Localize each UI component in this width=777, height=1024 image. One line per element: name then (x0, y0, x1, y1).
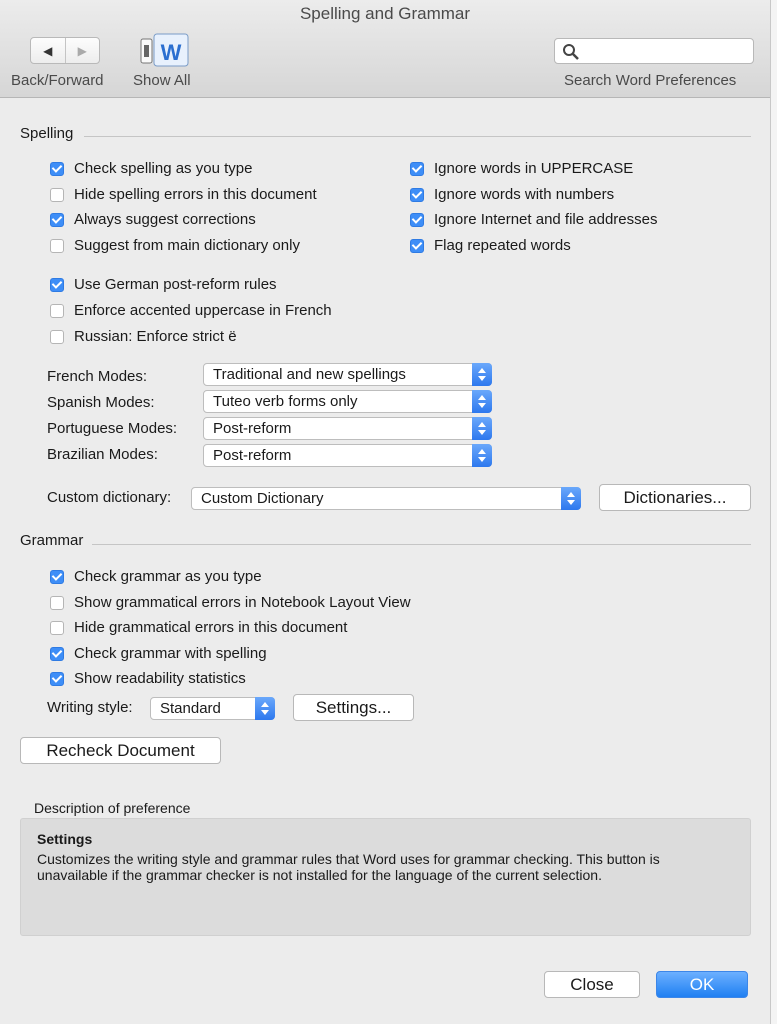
checkbox-always-suggest[interactable] (50, 211, 256, 228)
updown-arrows-icon (561, 487, 581, 510)
checkbox-label: Ignore Internet and file addresses (434, 211, 658, 228)
window-edge (770, 0, 777, 1024)
back-forward-control (30, 37, 100, 64)
ok-button[interactable]: OK (656, 971, 748, 998)
checkbox-box[interactable] (50, 621, 64, 635)
french-modes-label: French Modes: (47, 368, 148, 385)
writing-style-select[interactable] (150, 697, 275, 720)
checkbox-label: Hide spelling errors in this document (74, 186, 317, 203)
checkbox-ignore-numbers[interactable] (410, 186, 614, 203)
spanish-modes-select[interactable] (203, 390, 492, 413)
select-value: Standard (160, 700, 221, 717)
updown-arrows-icon (472, 444, 492, 467)
back-button[interactable] (31, 38, 66, 63)
checkbox-check-spelling[interactable] (50, 160, 252, 177)
custom-dictionary-select[interactable] (191, 487, 581, 510)
select-value: Tuteo verb forms only (213, 393, 358, 410)
checkbox-hide-spelling-errors[interactable] (50, 186, 317, 203)
show-all-button[interactable] (140, 33, 190, 67)
checkbox-box[interactable] (50, 304, 64, 318)
checkbox-box[interactable] (410, 188, 424, 202)
portuguese-modes-label: Portuguese Modes: (47, 420, 178, 437)
checkbox-notebook-layout[interactable] (50, 594, 411, 611)
grammar-divider (92, 544, 751, 545)
french-modes-select[interactable] (203, 363, 492, 386)
checkbox-label: Check spelling as you type (74, 160, 253, 177)
checkbox-german-post-reform[interactable] (50, 276, 277, 293)
checkbox-russian-strict[interactable] (50, 328, 237, 345)
checkbox-box[interactable] (50, 672, 64, 686)
checkbox-flag-repeated[interactable] (410, 237, 571, 254)
show-all-label: Show All (133, 72, 191, 89)
updown-arrows-icon (255, 697, 275, 720)
checkbox-check-grammar[interactable] (50, 568, 262, 585)
select-value: Custom Dictionary (201, 490, 324, 507)
writing-style-label: Writing style: (47, 699, 133, 716)
triangle-left-icon: ◀ (43, 43, 53, 58)
checkbox-box[interactable] (410, 213, 424, 227)
description-heading: Settings (37, 831, 93, 847)
settings-button[interactable]: Settings... (293, 694, 414, 721)
dictionaries-button[interactable]: Dictionaries... (599, 484, 751, 511)
custom-dictionary-label: Custom dictionary: (47, 489, 172, 506)
select-value: Traditional and new spellings (213, 366, 406, 383)
toolbar (0, 0, 770, 98)
close-button[interactable]: Close (544, 971, 640, 998)
checkbox-label: Show readability statistics (74, 670, 246, 687)
checkbox-label: Russian: Enforce strict ë (74, 328, 237, 345)
select-value: Post-reform (213, 420, 292, 437)
checkbox-label: Ignore words in UPPERCASE (434, 160, 634, 177)
checkbox-box[interactable] (50, 596, 64, 610)
checkbox-readability-stats[interactable] (50, 670, 246, 687)
checkbox-label: Ignore words with numbers (434, 186, 615, 203)
checkbox-box[interactable] (50, 213, 64, 227)
spelling-heading: Spelling (20, 125, 74, 142)
select-value: Post-reform (213, 447, 292, 464)
checkbox-box[interactable] (50, 188, 64, 202)
checkbox-label: Check grammar as you type (74, 568, 262, 585)
search-label: Search Word Preferences (564, 72, 737, 89)
description-text: Customizes the writing style and grammar rules that Word uses for grammar checking. This button is unavailable if the grammar checker is not installed for the language of the current selection. (37, 851, 660, 883)
checkbox-label: Flag repeated words (434, 237, 571, 254)
checkbox-box[interactable] (410, 162, 424, 176)
search-field[interactable] (554, 38, 754, 64)
portuguese-modes-select[interactable] (203, 417, 492, 440)
back-forward-label: Back/Forward (11, 72, 104, 89)
checkbox-hide-grammar-errors[interactable] (50, 619, 347, 636)
spanish-modes-label: Spanish Modes: (47, 394, 155, 411)
grammar-heading: Grammar (20, 532, 84, 549)
word-app-icon (140, 33, 190, 67)
checkbox-main-dictionary-only[interactable] (50, 237, 300, 254)
recheck-document-button[interactable]: Recheck Document (20, 737, 221, 764)
brazilian-modes-select[interactable] (203, 444, 492, 467)
checkbox-label: Enforce accented uppercase in French (74, 302, 332, 319)
checkbox-ignore-internet[interactable] (410, 211, 657, 228)
description-caption: Description of preference (34, 800, 191, 816)
triangle-right-icon: ▶ (77, 43, 87, 58)
spelling-divider (84, 136, 751, 137)
checkbox-label: Hide grammatical errors in this document (74, 619, 348, 636)
checkbox-box[interactable] (50, 278, 64, 292)
search-icon (562, 43, 580, 61)
checkbox-grammar-with-spelling[interactable] (50, 645, 267, 662)
updown-arrows-icon (472, 390, 492, 413)
checkbox-box[interactable] (50, 570, 64, 584)
brazilian-modes-label: Brazilian Modes: (47, 446, 158, 463)
window-title: Spelling and Grammar (299, 4, 471, 23)
checkbox-box[interactable] (50, 162, 64, 176)
checkbox-box[interactable] (410, 239, 424, 253)
checkbox-label: Show grammatical errors in Notebook Layout View (74, 594, 411, 611)
checkbox-label: Check grammar with spelling (74, 645, 267, 662)
updown-arrows-icon (472, 417, 492, 440)
checkbox-box[interactable] (50, 330, 64, 344)
updown-arrows-icon (472, 363, 492, 386)
checkbox-label: Use German post-reform rules (74, 276, 277, 293)
checkbox-box[interactable] (50, 239, 64, 253)
checkbox-box[interactable] (50, 647, 64, 661)
svg-text:W: W (160, 40, 182, 65)
checkbox-label: Suggest from main dictionary only (74, 237, 300, 254)
forward-button[interactable] (66, 38, 100, 63)
description-panel (20, 818, 751, 936)
checkbox-label: Always suggest corrections (74, 211, 256, 228)
checkbox-french-accented[interactable] (50, 302, 332, 319)
checkbox-ignore-uppercase[interactable] (410, 160, 633, 177)
